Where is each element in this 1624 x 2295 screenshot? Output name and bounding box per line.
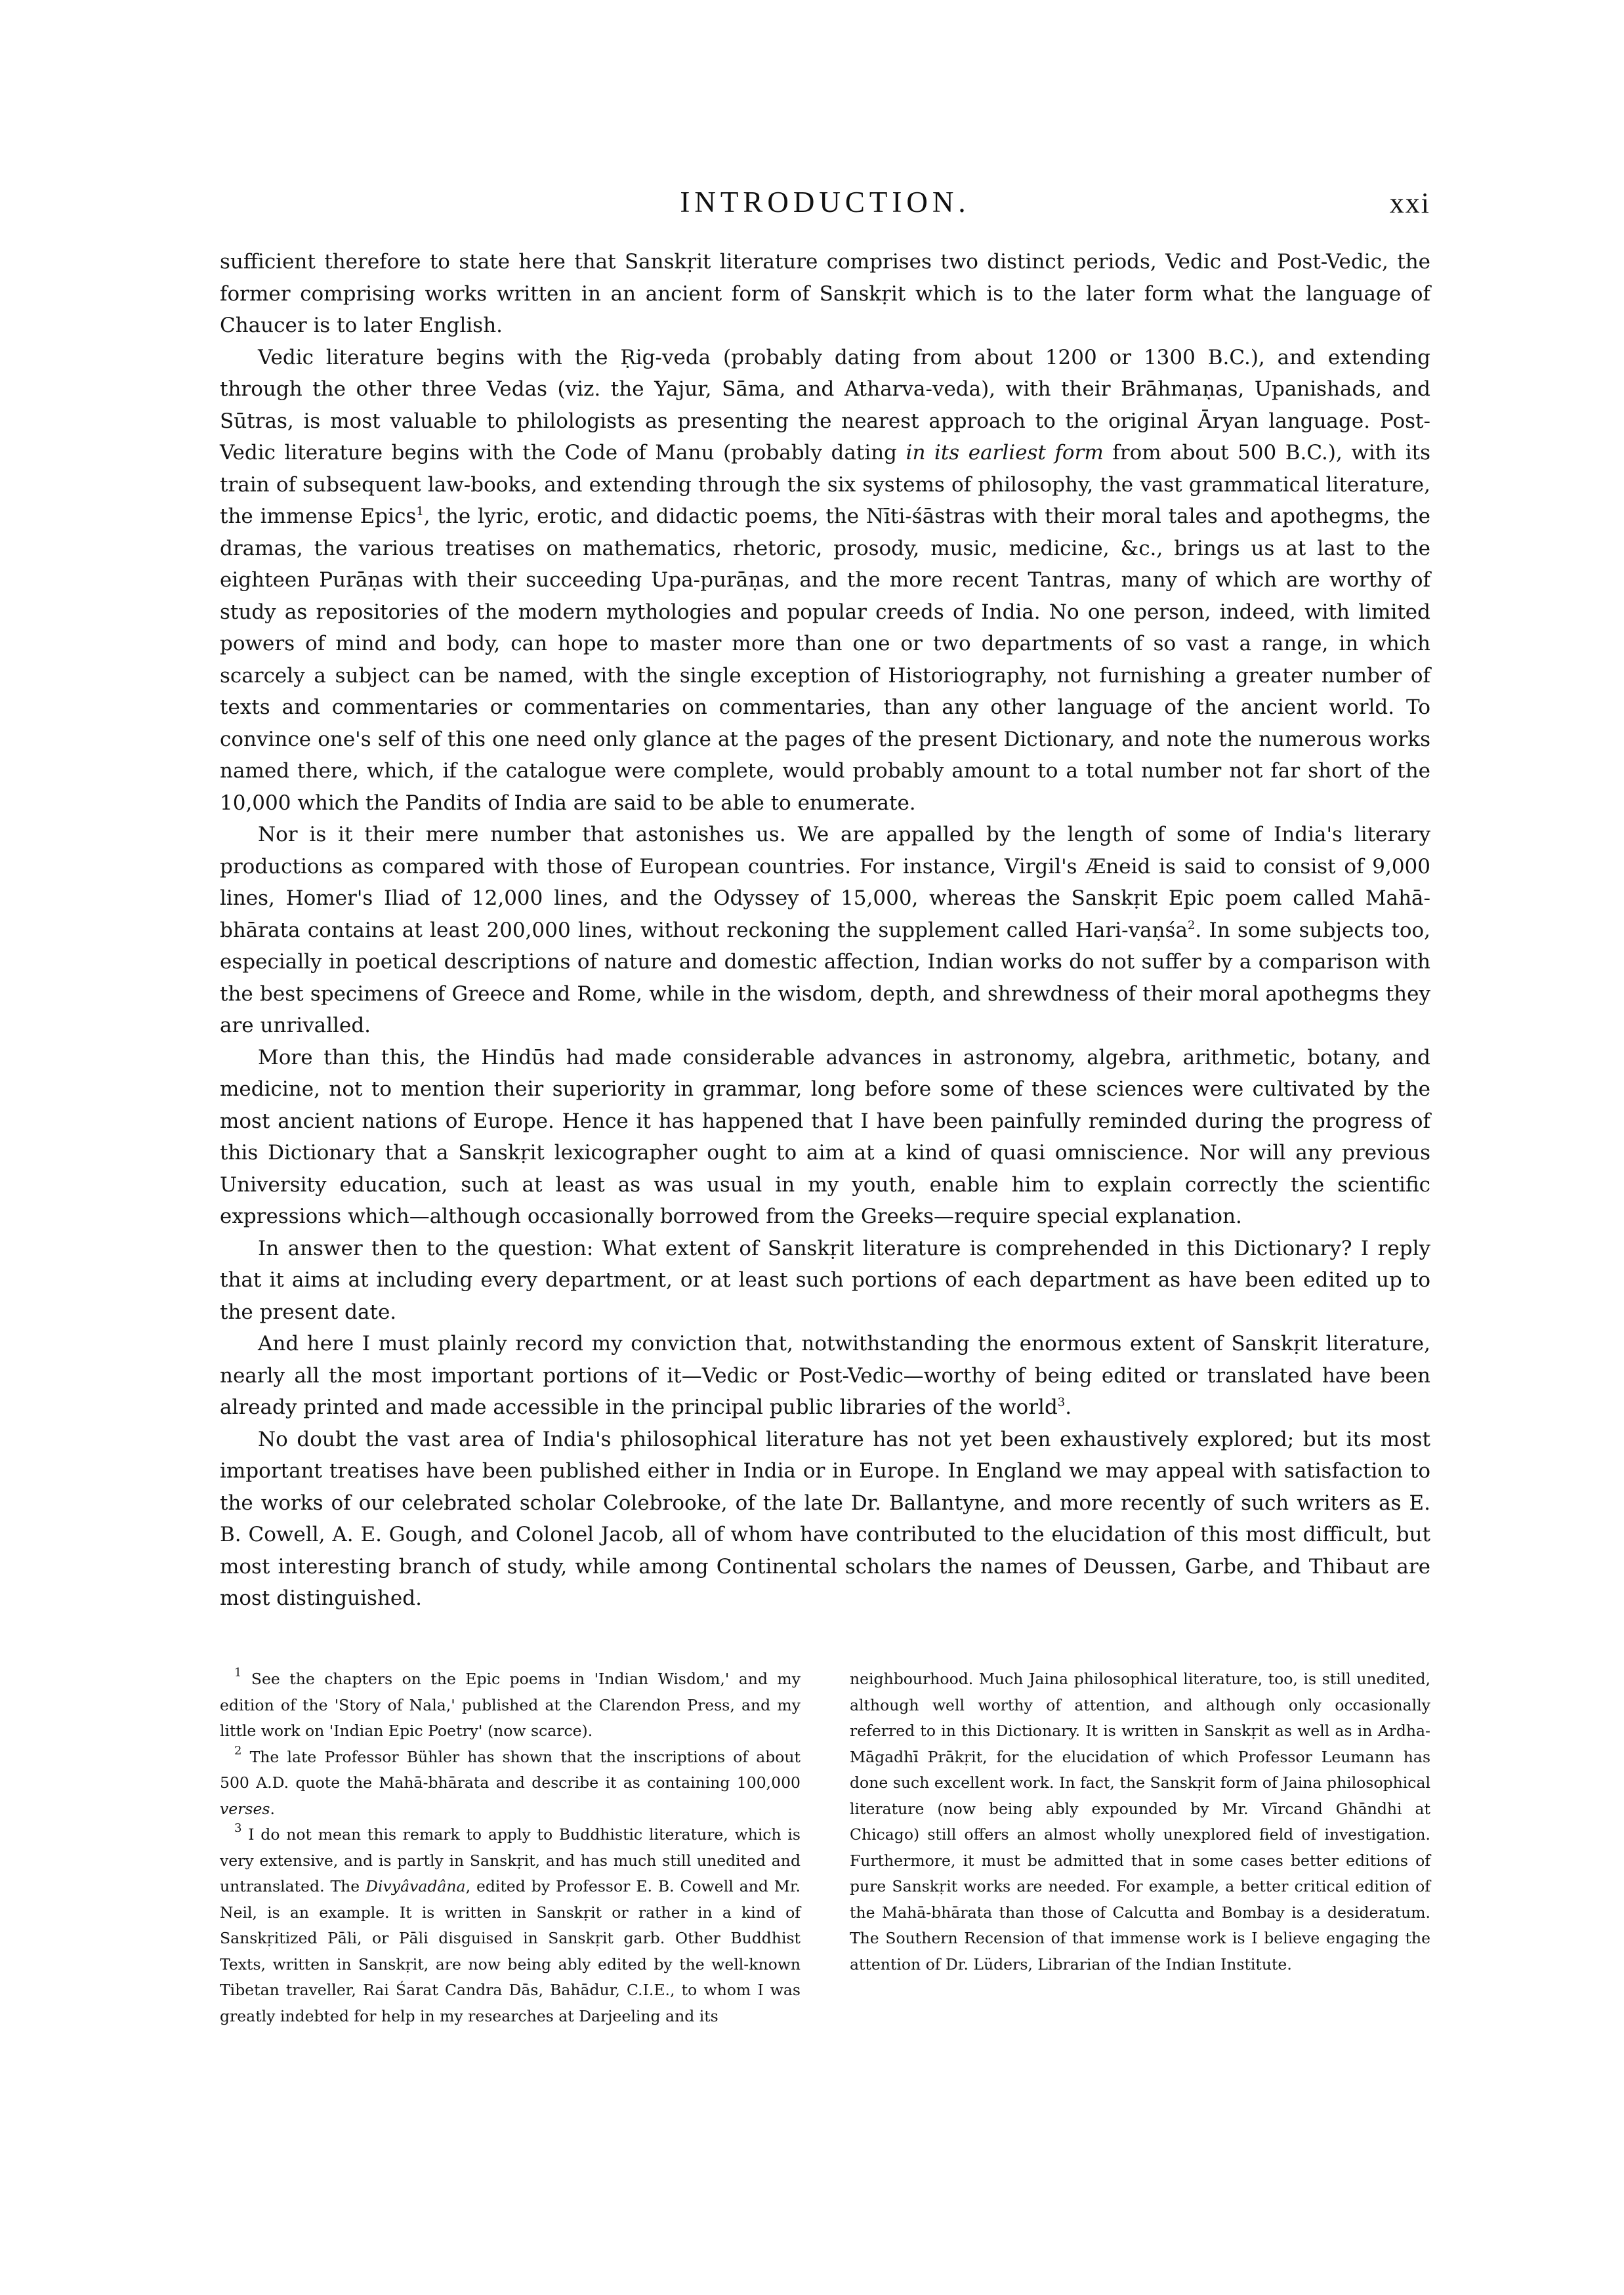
footnote-reference: 2 xyxy=(1187,918,1196,932)
footnote-reference: 3 xyxy=(1057,1396,1066,1409)
footnote-text: I do not mean this remark to apply to Buddhistic literature, which is very extensive, and is partly in Sanskṛit, and has much still unedited and untranslated. The xyxy=(220,1825,801,1895)
emphasis-text: Divyâvadâna xyxy=(365,1877,466,1895)
paragraph-text: . In some subjects too, especially in poetical descriptions of nature and domestic affection, Indian works do not suffer by a comparison with the best specimens of Greece and Rome, while in the wisdom, depth, and shrewdness of their moral apothegms they are unrivalled. xyxy=(220,918,1431,1037)
main-text xyxy=(220,246,1430,1615)
paragraph xyxy=(220,1328,1430,1424)
footnote-mark: 1 xyxy=(234,1666,242,1680)
paragraph-text: Vedic literature begins with the Ṛig-veda (probably dating from about 1200 or 1300 B.C.), and extending through the other three Vedas (viz. the Yajur, Sāma, and Atharva-veda), with their Brāhmaṇas, Upanishads, and Sūtras, is most valuable to philologists as presenting the nearest approach to the original Āryan language. Post-Vedic literature begins with the Code of Manu (probably dating xyxy=(220,345,1430,465)
emphasis-text: verses xyxy=(220,1799,270,1818)
footnote-reference: 1 xyxy=(416,505,424,518)
footnote-text: The late Professor Bühler has shown that the inscriptions of about 500 A.D. quote the Mahā-bhārata and describe it as containing 100,000 xyxy=(220,1747,801,1792)
paragraph xyxy=(220,246,1430,342)
emphasis-text: in its earliest form xyxy=(906,441,1104,465)
paragraph xyxy=(220,1042,1430,1233)
footnote-continuation xyxy=(850,1666,1430,1977)
footnotes xyxy=(220,1666,1430,2029)
paragraph-text: And here I must plainly record my conviction that, notwithstanding the enormous extent of Sanskṛit literature, nearly all the most important portions of it—Vedic or Post-Vedic—worthy of being edited or translated have been already printed and made accessible in the principal public libraries of the world xyxy=(220,1332,1430,1419)
footnote-column-left xyxy=(220,1666,801,2029)
footnote xyxy=(220,1745,801,1823)
footnote xyxy=(220,1822,801,2029)
paragraph xyxy=(220,1424,1430,1615)
paragraph xyxy=(220,819,1430,1042)
footnote-column-right xyxy=(850,1666,1430,2029)
paragraph-text: from about 500 B.C.), with its train of subsequent law-books, and extending through the six systems of philosophy, the vast grammatical literature, the immense Epics xyxy=(220,441,1431,528)
footnote-mark: 2 xyxy=(234,1743,242,1758)
footnote-text: neighbourhood. Much Jaina philosophical literature, too, is still unedited, although well worthy of attention, and although only occasionally referred to in this Dictionary. It is written in Sanskṛit as well as in Ardha-Māgadhī Prākṛit, for the elucidation of which Professor Leumann has done such excellent work. In fact, the Sanskṛit form of Jaina philosophical literature (now being ably expounded by Mr. Vīrcand Ghāndhi at Chicago) still offers an almost wholly unexplored field of investigation. Furthermore, it must be admitted that in some cases better editions of pure Sanskṛit works are needed. For example, a better critical edition of the Mahā-bhārata than those of Calcutta and Bombay is a desideratum. The Southern Recension of that immense work is I believe engaging the attention of Dr. Lüders, Librarian of the Indian Institute. xyxy=(850,1670,1430,1974)
paragraph-text: Nor is it their mere number that astonishes us. We are appalled by the length of some of India's literary productions as compared with those of European countries. For instance, Virgil's Æneid is said to consist of 9,000 lines, Homer's Iliad of 12,000 lines, and the Odyssey of 15,000, whereas the Sanskṛit Epic poem called Mahā-bhārata contains at least 200,000 lines, without reckoning the supplement called Hari-vaṇśa xyxy=(220,823,1430,942)
footnote-mark: 3 xyxy=(234,1821,242,1835)
paragraph-text: . xyxy=(1065,1396,1072,1419)
paragraph-text: No doubt the vast area of India's philosophical literature has not yet been exhaustively explored; but its most important treatises have been published either in India or in Europe. In England we may appeal with satisfaction to the works of our celebrated scholar Colebrooke, of the late Dr. Ballantyne, and more recently of such writers as E. B. Cowell, A. E. Gough, and Colonel Jacob, all of whom have contributed to the elucidation of this most difficult, but most interesting branch of study, while among Continental scholars the names of Deussen, Garbe, and Thibaut are most distinguished. xyxy=(220,1427,1430,1610)
page-number: xxi xyxy=(1389,187,1430,219)
page-title: INTRODUCTION. xyxy=(680,186,970,218)
footnote xyxy=(220,1666,801,1745)
paragraph-text: More than this, the Hindūs had made considerable advances in astronomy, algebra, arithmetic, botany, and medicine, not to mention their superiority in grammar, long before some of these sciences were cultivated by the most ancient nations of Europe. Hence it has happened that I have been painfully reminded during the progress of this Dictionary that a Sanskṛit lexicographer ought to aim at a kind of quasi omniscience. Nor will any previous University education, such at least as was usual in my youth, enable him to explain correctly the scientific expressions which—although occasionally borrowed from the Greeks—require special explanation. xyxy=(220,1045,1430,1228)
paragraph xyxy=(220,1233,1430,1329)
paragraph-text: sufficient therefore to state here that Sanskṛit literature comprises two distinct periods, Vedic and Post-Vedic, the former comprising works written in an ancient form of Sanskṛit which is to the later form what the language of Chaucer is to later English. xyxy=(220,250,1430,337)
paragraph xyxy=(220,342,1430,819)
paragraph-text: In answer then to the question: What extent of Sanskṛit literature is comprehended in this Dictionary? I reply that it aims at including every department, or at least such portions of each department as have been edited up to the present date. xyxy=(220,1236,1430,1324)
footnote-text: , edited by Professor E. B. Cowell and Mr. Neil, is an example. It is written in Sanskṛit or rather in a kind of Sanskṛitized Pāli, or Pāli disguised in Sanskṛit garb. Other Buddhist Texts, written in Sanskṛit, are now being ably edited by the well-known Tibetan traveller, Rai Śarat Candra Dās, Bahādur, C.I.E., to whom I was greatly indebted for help in my researches at Darjeeling and its xyxy=(220,1877,801,2025)
paragraph-text: , the lyric, erotic, and didactic poems, the Nīti-śāstras with their moral tales and apothegms, the dramas, the various treatises on mathematics, rhetoric, prosody, music, medicine, &c., brings us at last to the eighteen Purāṇas with their succeeding Upa-purāṇas, and the more recent Tantras, many of which are worthy of study as repositories of the modern mythologies and popular creeds of India. No one person, indeed, with limited powers of mind and body, can hope to master more than one or two departments of so vast a range, in which scarcely a subject can be named, with the single exception of Historiography, not furnishing a greater number of texts and commentaries or commentaries on commentaries, than any other language of the ancient world. To convince one's self of this one need only glance at the pages of the present Dictionary, and note the numerous works named there, which, if the catalogue were complete, would probably amount to a total number not far short of the 10,000 which the Pandits of India are said to be able to enumerate. xyxy=(220,505,1431,815)
footnote-text: . xyxy=(270,1799,275,1818)
running-head xyxy=(220,185,1430,224)
footnote-text: See the chapters on the Epic poems in 'Indian Wisdom,' and my edition of the 'Story of Nala,' published at the Clarendon Press, and my little work on 'Indian Epic Poetry' (now scarce). xyxy=(220,1670,801,1740)
